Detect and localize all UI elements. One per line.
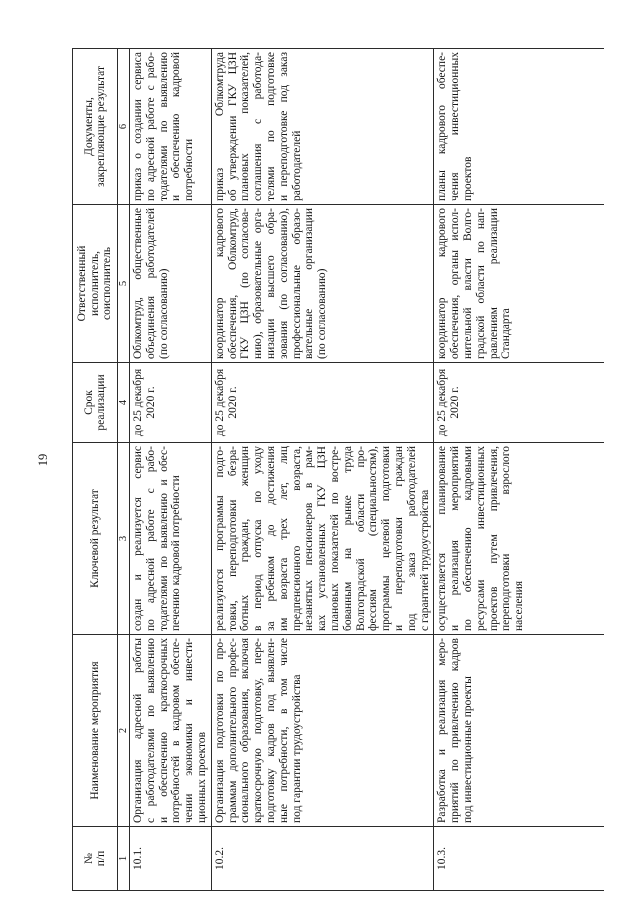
text-line: координатор кадрового [436, 208, 449, 359]
text-line: работодателей [290, 130, 303, 201]
header-text-line: Наименование мероприятия [88, 661, 101, 800]
text-line: (по согласованию) [316, 268, 329, 359]
text-line: приказ Облкомтруда [213, 52, 226, 201]
text-line: с работодателями по выявлению [144, 638, 157, 823]
text-line: переподготовки взрослого [500, 446, 513, 631]
text-line: осуществляется планирование [436, 446, 449, 631]
column-number: 5 [118, 205, 130, 363]
text-line: обеспечения, Облкомтруд, [226, 208, 239, 359]
cell-documents [211, 49, 434, 205]
table-row [130, 49, 212, 891]
column-number: 6 [118, 49, 130, 205]
text-line: создан и реализуется сервис [132, 446, 144, 631]
text-line: программы целевой подготовки [380, 446, 393, 631]
column-number: 3 [118, 443, 130, 635]
text-line: потребностей в кадровом обеспе- [170, 638, 183, 823]
cell-activity [130, 635, 212, 827]
text-line: нию), образовательные орга- [252, 208, 265, 359]
text-line: граммам дополнительного профес- [226, 638, 239, 823]
text-line: реализуются программы подго- [213, 446, 226, 631]
text-line: тодателями по выявлению и обес- [157, 446, 170, 631]
text-line: печению кадровой потребности [170, 475, 183, 631]
text-line: 2020 г. [144, 386, 157, 419]
text-line: обеспечения, органы испол- [449, 208, 462, 359]
column-number-row [118, 49, 130, 891]
text-line: проектов [461, 156, 474, 201]
text-line: ресурсами инвестиционных [474, 446, 487, 631]
text-line: градской области по нап- [474, 208, 487, 359]
text-line: в период отпуска по уходу [252, 446, 265, 631]
text-line: незанятых пенсионеров в рам- [303, 446, 316, 631]
cell-documents [434, 49, 605, 205]
text-line: потребности [183, 138, 196, 201]
table-header-row [73, 49, 118, 891]
text-line: краткосрочную подготовку, пере- [252, 638, 265, 823]
text-line: по адресной работе с рабо- [144, 52, 157, 201]
cell-activity [434, 635, 605, 827]
text-line: ционных проектов [195, 731, 208, 823]
header-text-line: Ключевой результат [88, 489, 101, 588]
text-line: и обеспечению кадровой [170, 52, 183, 201]
text-line: до 25 декабря [213, 368, 226, 437]
header-text-line: № [82, 853, 95, 864]
cell-responsible [434, 205, 605, 363]
text-line: телями по подготовке [264, 52, 277, 201]
text-line: ках установленных ГКУ ЦЗН [316, 446, 329, 631]
cell-key-result [211, 443, 434, 635]
text-line: предпенсионного возраста, [290, 446, 303, 631]
text-line: и переподготовки граждан [392, 446, 405, 631]
text-line: за ребенком до достижения [264, 446, 277, 631]
text-line: плановых показателей, [239, 52, 252, 201]
text-line: объединения работодателей [144, 208, 157, 359]
cell-number [434, 827, 605, 891]
cell-activity [211, 635, 434, 827]
header-text-line: Ответственный [76, 245, 89, 322]
cell-deadline [434, 363, 605, 443]
header-text-line: закрепляющие результат [95, 66, 107, 187]
text-line: вательные организации [303, 208, 316, 359]
row-number: 10.1. [132, 847, 144, 870]
cell-responsible [211, 205, 434, 363]
column-number: 2 [118, 635, 130, 827]
measures-table [72, 48, 604, 891]
text-line: под заказ работодателей [405, 446, 418, 631]
page-number: 19 [36, 453, 50, 467]
text-line: под гарантии трудоустройства [290, 674, 303, 823]
header-text-line: исполнитель, [88, 250, 101, 317]
table-row [211, 49, 434, 891]
text-line: зования (по согласованию), [277, 208, 290, 359]
text-line: Волгоградской области про- [354, 446, 367, 631]
header-activity [73, 635, 118, 827]
text-line: чения инвестиционных [449, 52, 462, 201]
text-line: и обеспечению краткосрочных [157, 638, 170, 823]
text-line: фессиям (специальностям), [367, 446, 380, 631]
text-line: Организация адресной работы [132, 638, 144, 823]
cell-number [211, 827, 434, 891]
text-line: 2020 г. [226, 386, 239, 419]
header-key-result [73, 443, 118, 635]
row-number: 10.3. [436, 847, 449, 870]
text-line: им возраста трех лет, лиц [277, 446, 290, 631]
text-line: по обеспечению кадровыми [461, 446, 474, 631]
text-line: чении экономики и инвести- [183, 638, 196, 823]
cell-number [130, 827, 212, 891]
header-text-line: соисполнитель [101, 246, 114, 321]
cell-documents [130, 49, 212, 205]
text-line: с гарантией трудоустройства [418, 489, 431, 631]
cell-deadline [130, 363, 212, 443]
column-number: 1 [118, 827, 130, 891]
header-text-line: Срок [82, 390, 95, 415]
header-deadline [73, 363, 118, 443]
cell-key-result [434, 443, 605, 635]
text-line: равлениям реализации [487, 208, 500, 359]
column-number: 4 [118, 363, 130, 443]
text-line: подготовку кадров под выявлен- [264, 638, 277, 823]
header-text-line: Документы, [82, 97, 95, 156]
text-line: (по согласованию) [157, 268, 170, 359]
text-line: до 25 декабря [132, 368, 144, 437]
text-line: по адресной работе с рабо- [144, 446, 157, 631]
text-line: координатор кадрового [213, 208, 226, 359]
text-line: и реализация мероприятий [449, 446, 462, 631]
text-line: Разработка и реализация меро- [436, 638, 449, 823]
text-line: планы кадрового обеспе- [436, 52, 449, 201]
header-responsible [73, 205, 118, 363]
text-line: ГКУ ЦЗН (по согласова- [239, 208, 252, 359]
text-line: товки, переподготовки безра- [226, 446, 239, 631]
cell-deadline [211, 363, 434, 443]
text-line: до 25 декабря [436, 368, 449, 437]
text-line: Организация подготовки по про- [213, 638, 226, 823]
row-number: 10.2. [213, 847, 226, 870]
text-line: тодателями по выявлению [157, 52, 170, 201]
text-line: ные потребности, в том числе [277, 638, 290, 823]
text-line: приятий по привлечению кадров [449, 638, 462, 823]
header-documents [73, 49, 118, 205]
text-line: и переподготовке под заказ [277, 52, 290, 201]
text-line: Облкомтруд, общественные [132, 208, 144, 359]
text-line: нительной власти Волго- [461, 208, 474, 359]
table-row [434, 49, 605, 891]
text-line: сионального образования, включая [239, 638, 252, 823]
text-line: профессиональные образо- [290, 208, 303, 359]
header-text-line: реализации [95, 374, 107, 431]
text-line: проектов путем привлечения, [487, 446, 500, 631]
text-line: приказ о создании сервиса [132, 52, 144, 201]
header-text-line: п/п [95, 850, 107, 867]
text-line: ботных граждан, женщин [239, 446, 252, 631]
text-line: 2020 г. [449, 386, 462, 419]
text-line: низации высшего обра- [264, 208, 277, 359]
text-line: соглашения с работода- [252, 52, 265, 201]
text-line: под инвестиционные проекты [461, 676, 474, 823]
text-line: об утверждении ГКУ ЦЗН [226, 52, 239, 201]
text-line: плановых показателей по востре- [328, 446, 341, 631]
cell-key-result [130, 443, 212, 635]
text-line: населения [513, 580, 526, 631]
text-line: Стандарта [500, 308, 513, 359]
text-line: бованным на рынке труда [341, 446, 354, 631]
cell-responsible [130, 205, 212, 363]
header-number [73, 827, 118, 891]
